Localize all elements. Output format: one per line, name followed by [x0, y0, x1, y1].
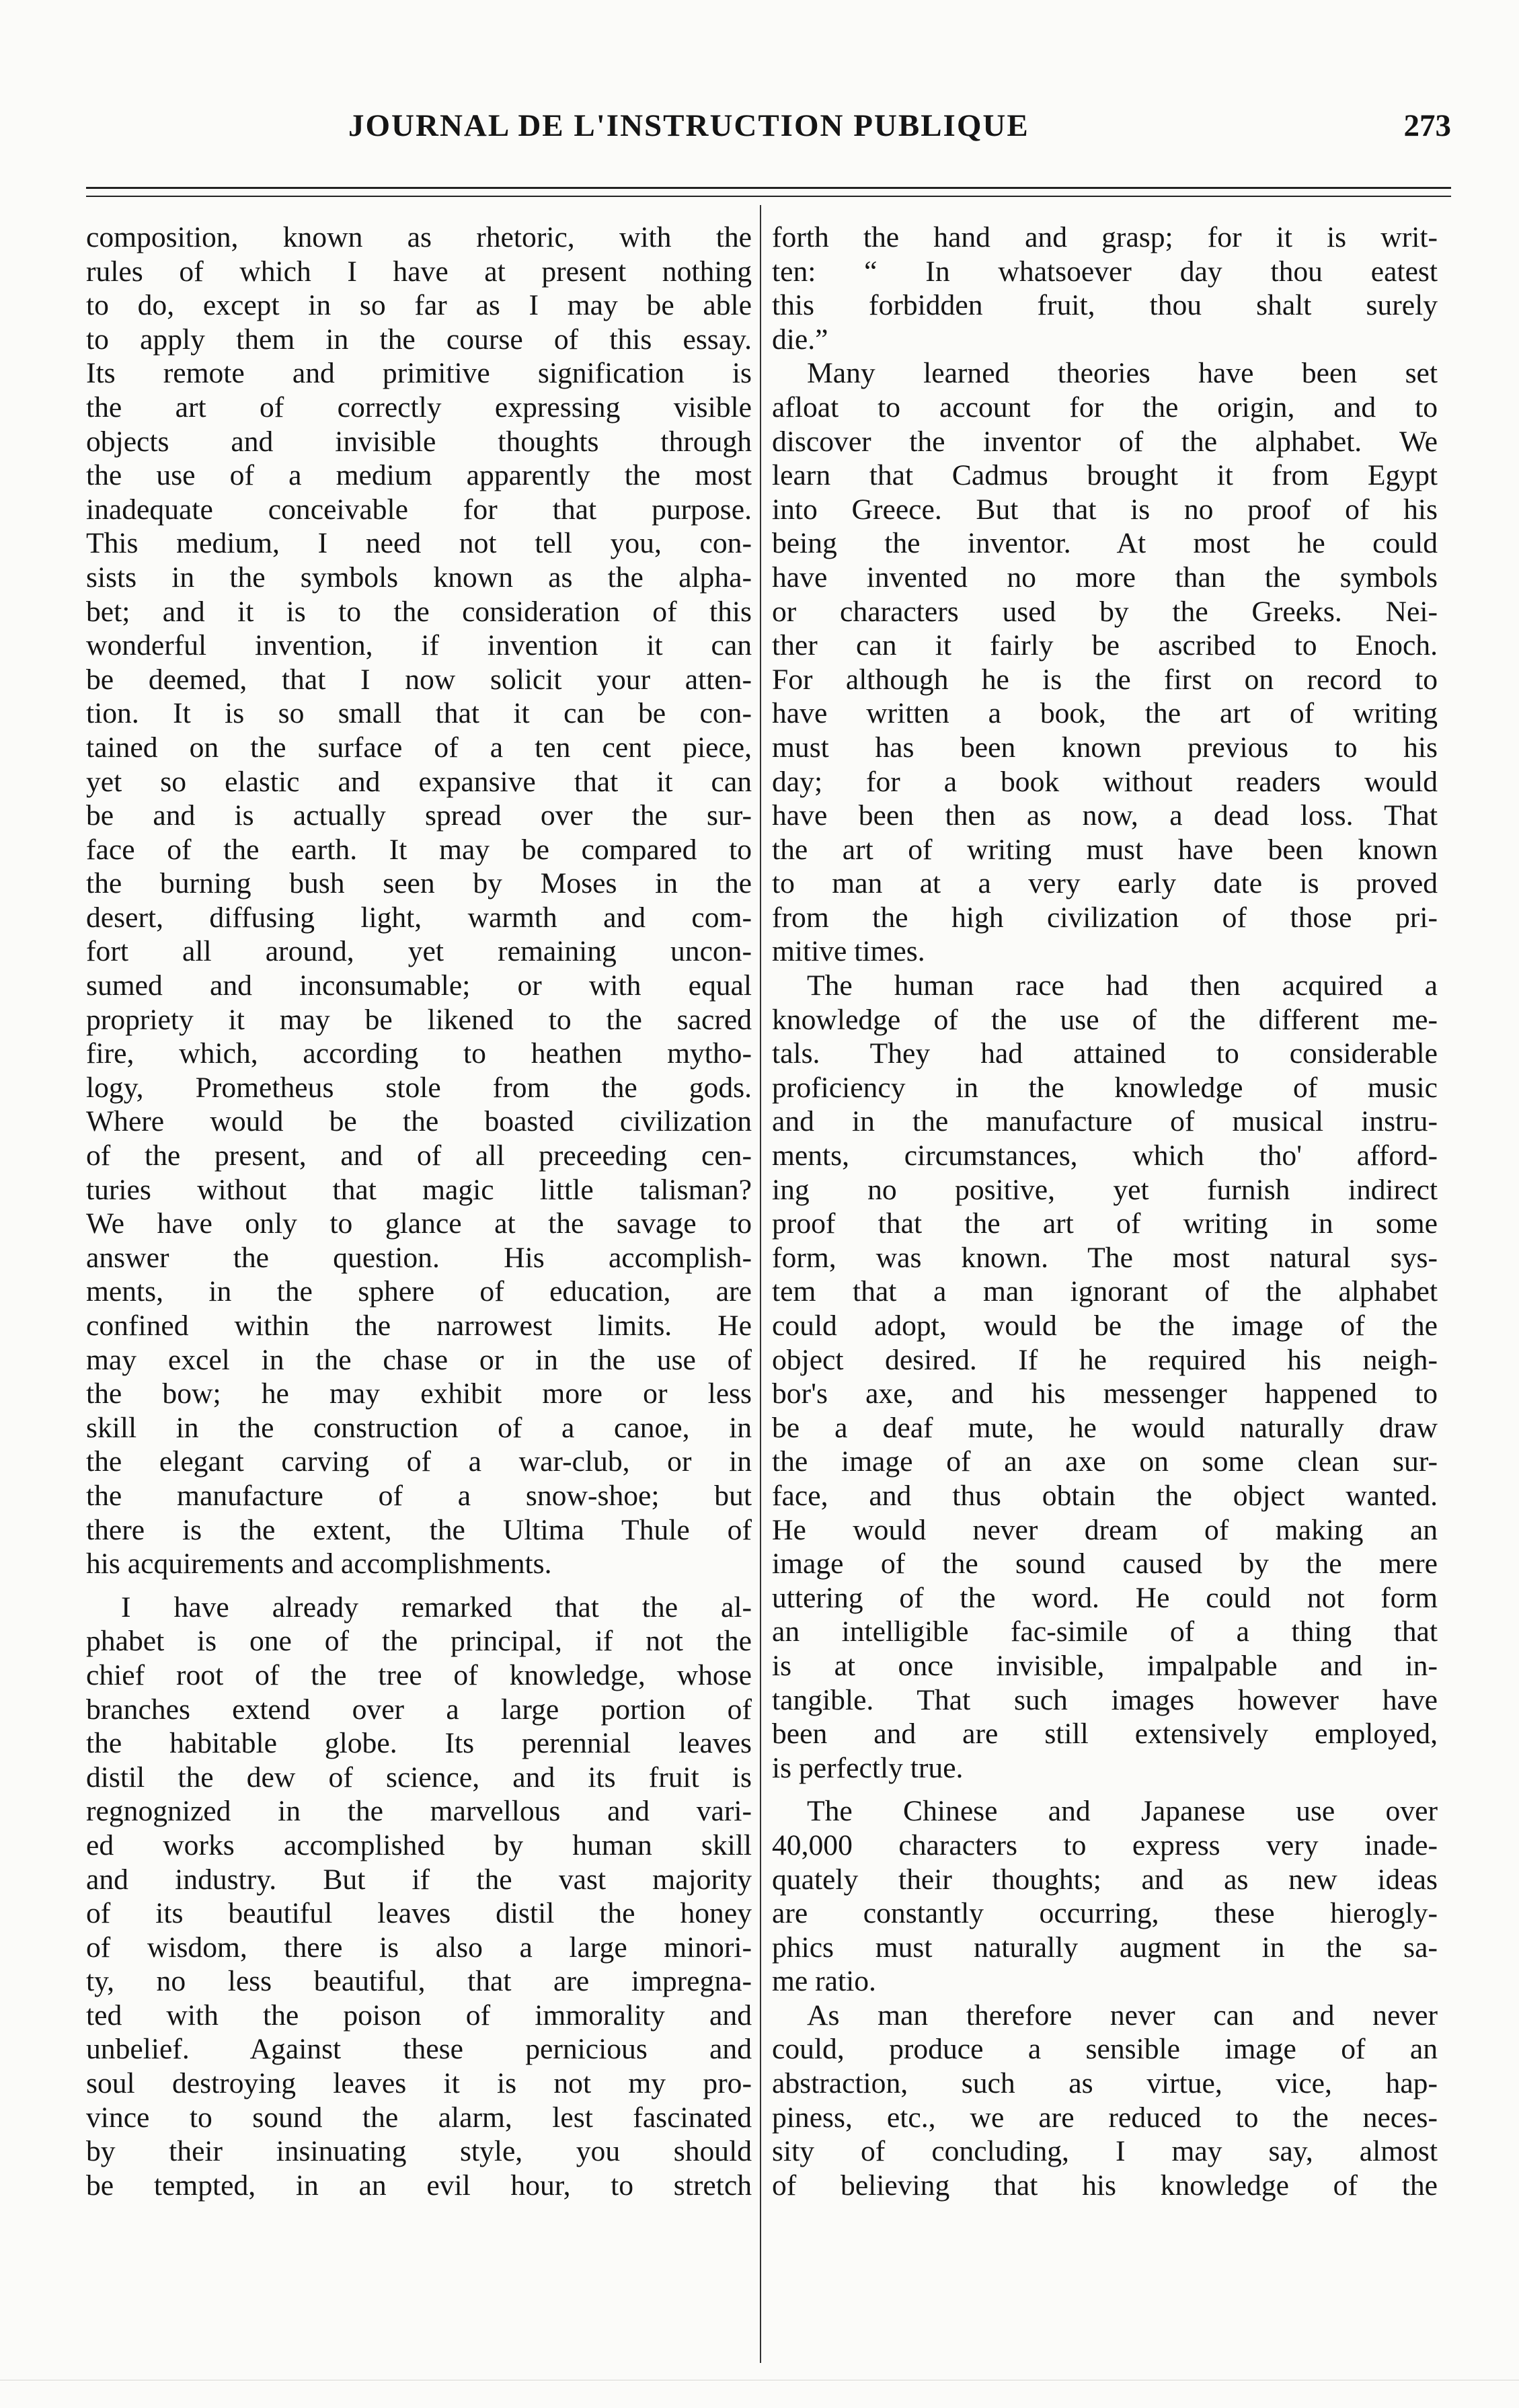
- text-line: confined within the narrowest limits. He: [86, 1310, 752, 1342]
- text-line: uttering of the word. He could not form: [772, 1581, 1438, 1614]
- text-line: and industry. But if the vast majority: [86, 1863, 752, 1896]
- text-line: inadequate conceivable for that purpose.: [86, 493, 752, 526]
- text-line: the habitable globe. Its perennial leaves: [86, 1727, 752, 1760]
- text-line: distil the dew of science, and its fruit is: [86, 1761, 752, 1794]
- text-line: sity of concluding, I may say, almost: [772, 2135, 1438, 2168]
- text-line: ed works accomplished by human skill: [86, 1829, 752, 1861]
- text-line: proficiency in the knowledge of music: [772, 1071, 1438, 1104]
- right-column: [772, 220, 1438, 2202]
- text-line: Its remote and primitive signification is: [86, 357, 752, 390]
- text-line: logy, Prometheus stole from the gods.: [86, 1071, 752, 1104]
- text-line: be deemed, that I now solicit your atten-: [86, 663, 752, 696]
- text-line: tals. They had attained to considerable: [772, 1037, 1438, 1070]
- text-line: an intelligible fac-simile of a thing that: [772, 1615, 1438, 1648]
- text-line: are constantly occurring, these hierogly-: [772, 1897, 1438, 1930]
- text-line: into Greece. But that is no proof of his: [772, 493, 1438, 526]
- header-rule-bottom: [86, 196, 1451, 197]
- text-line: must has been known previous to his: [772, 731, 1438, 764]
- paragraph-end-line: die.”: [772, 323, 828, 356]
- text-line: sumed and inconsumable; or with equal: [86, 969, 752, 1002]
- text-line: objects and invisible thoughts through: [86, 425, 752, 458]
- text-line: of its beautiful leaves distil the honey: [86, 1897, 752, 1930]
- text-line: skill in the construction of a canoe, in: [86, 1411, 752, 1444]
- text-line: rules of which I have at present nothing: [86, 255, 752, 288]
- paragraph-start-line: As man therefore never can and never: [807, 1999, 1438, 2032]
- text-line: be a deaf mute, he would naturally draw: [772, 1411, 1438, 1444]
- text-line: to apply them in the course of this essay.: [86, 323, 752, 356]
- text-line: have written a book, the art of writing: [772, 697, 1438, 730]
- text-line: of the present, and of all preceeding cen-: [86, 1139, 752, 1172]
- text-line: sists in the symbols known as the alpha-: [86, 561, 752, 594]
- text-line: could, produce a sensible image of an: [772, 2033, 1438, 2066]
- text-line: the burning bush seen by Moses in the: [86, 867, 752, 900]
- text-line: the manufacture of a snow-shoe; but: [86, 1479, 752, 1512]
- text-line: could adopt, would be the image of the: [772, 1310, 1438, 1342]
- text-line: ing no positive, yet furnish indirect: [772, 1173, 1438, 1206]
- text-line: answer the question. His accomplish-: [86, 1241, 752, 1274]
- left-column: [86, 220, 752, 2202]
- page-header: [79, 108, 1451, 161]
- text-line: been and are still extensively employed,: [772, 1718, 1438, 1751]
- text-line: soul destroying leaves it is not my pro-: [86, 2067, 752, 2100]
- running-title: JOURNAL DE L'INSTRUCTION PUBLIQUE: [348, 108, 1029, 143]
- paragraph-end-line: mitive times.: [772, 935, 925, 968]
- text-line: have invented no more than the symbols: [772, 561, 1438, 594]
- text-line: tained on the surface of a ten cent piece,: [86, 731, 752, 764]
- text-line: vince to sound the alarm, lest fascinated: [86, 2101, 752, 2134]
- text-line: fire, which, according to heathen mytho-: [86, 1037, 752, 1070]
- text-line: image of the sound caused by the mere: [772, 1548, 1438, 1580]
- text-line: branches extend over a large portion of: [86, 1693, 752, 1726]
- text-line: wonderful invention, if invention it can: [86, 629, 752, 662]
- text-line: form, was known. The most natural sys-: [772, 1241, 1438, 1274]
- paragraph-end-line: is perfectly true.: [772, 1751, 964, 1784]
- text-line: For although he is the first on record to: [772, 663, 1438, 696]
- text-line: to do, except in so far as I may be able: [86, 289, 752, 322]
- text-line: ten: “ In whatsoever day thou eatest: [772, 255, 1438, 288]
- text-line: may excel in the chase or in the use of: [86, 1343, 752, 1376]
- text-line: composition, known as rhetoric, with the: [86, 221, 752, 253]
- text-line: the art of writing must have been known: [772, 833, 1438, 866]
- paragraph-start-line: Many learned theories have been set: [807, 357, 1438, 390]
- text-line: ty, no less beautiful, that are impregna-: [86, 1965, 752, 1998]
- text-line: fort all around, yet remaining uncon-: [86, 935, 752, 968]
- text-line: being the inventor. At most he could: [772, 527, 1438, 560]
- text-line: Where would be the boasted civilization: [86, 1105, 752, 1138]
- text-line: desert, diffusing light, warmth and com-: [86, 901, 752, 934]
- text-line: This medium, I need not tell you, con-: [86, 527, 752, 560]
- text-line: the bow; he may exhibit more or less: [86, 1377, 752, 1410]
- text-line: piness, etc., we are reduced to the neces-: [772, 2101, 1438, 2134]
- text-line: tion. It is so small that it can be con-: [86, 697, 752, 730]
- text-line: regnognized in the marvellous and vari-: [86, 1795, 752, 1828]
- text-line: or characters used by the Greeks. Nei-: [772, 595, 1438, 628]
- text-line: ments, circumstances, which tho' afford-: [772, 1139, 1438, 1172]
- text-line: and in the manufacture of musical instru-: [772, 1105, 1438, 1138]
- text-line: ther can it fairly be ascribed to Enoch.: [772, 629, 1438, 662]
- text-line: abstraction, such as virtue, vice, hap-: [772, 2067, 1438, 2100]
- header-rule-top: [86, 187, 1451, 189]
- text-line: day; for a book without readers would: [772, 765, 1438, 798]
- text-line: phabet is one of the principal, if not the: [86, 1625, 752, 1658]
- text-line: unbelief. Against these pernicious and: [86, 2033, 752, 2066]
- text-line: be tempted, in an evil hour, to stretch: [86, 2169, 752, 2202]
- text-line: this forbidden fruit, thou shalt surely: [772, 289, 1438, 322]
- text-line: tem that a man ignorant of the alphabet: [772, 1275, 1438, 1308]
- text-line: propriety it may be likened to the sacred: [86, 1003, 752, 1036]
- paragraph-end-line: his acquirements and accomplishments.: [86, 1548, 552, 1580]
- text-line: chief root of the tree of knowledge, whose: [86, 1658, 752, 1691]
- page-number: 273: [1403, 108, 1451, 143]
- text-line: to man at a very early date is proved: [772, 867, 1438, 900]
- text-line: yet so elastic and expansive that it can: [86, 765, 752, 798]
- text-line: He would never dream of making an: [772, 1513, 1438, 1546]
- text-line: have been then as now, a dead loss. That: [772, 799, 1438, 832]
- column-divider: [760, 205, 761, 2363]
- text-line: 40,000 characters to express very inade-: [772, 1829, 1438, 1861]
- paragraph-start-line: The human race had then acquired a: [807, 969, 1438, 1002]
- text-line: there is the extent, the Ultima Thule of: [86, 1513, 752, 1546]
- text-line: face, and thus obtain the object wanted.: [772, 1479, 1438, 1512]
- paragraph-end-line: me ratio.: [772, 1965, 876, 1998]
- paragraph-start-line: The Chinese and Japanese use over: [807, 1795, 1438, 1828]
- text-line: face of the earth. It may be compared to: [86, 833, 752, 866]
- text-line: phics must naturally augment in the sa-: [772, 1931, 1438, 1964]
- text-line: quately their thoughts; and as new ideas: [772, 1863, 1438, 1896]
- text-line: forth the hand and grasp; for it is writ-: [772, 221, 1438, 253]
- text-line: the art of correctly expressing visible: [86, 391, 752, 424]
- text-line: learn that Cadmus brought it from Egypt: [772, 459, 1438, 492]
- text-line: We have only to glance at the savage to: [86, 1207, 752, 1240]
- text-line: afloat to account for the origin, and to: [772, 391, 1438, 424]
- text-line: bet; and it is to the consideration of this: [86, 595, 752, 628]
- text-line: the image of an axe on some clean sur-: [772, 1445, 1438, 1478]
- text-line: ted with the poison of immorality and: [86, 1999, 752, 2032]
- text-line: proof that the art of writing in some: [772, 1207, 1438, 1240]
- text-line: ments, in the sphere of education, are: [86, 1275, 752, 1308]
- text-line: by their insinuating style, you should: [86, 2135, 752, 2168]
- text-line: the elegant carving of a war-club, or in: [86, 1445, 752, 1478]
- text-line: turies without that magic little talisman?: [86, 1173, 752, 1206]
- text-line: is at once invisible, impalpable and in-: [772, 1649, 1438, 1682]
- text-line: from the high civilization of those pri-: [772, 901, 1438, 934]
- text-line: the use of a medium apparently the most: [86, 459, 752, 492]
- text-line: of believing that his knowledge of the: [772, 2169, 1438, 2202]
- text-line: knowledge of the use of the different me-: [772, 1003, 1438, 1036]
- paragraph-start-line: I have already remarked that the al-: [121, 1591, 752, 1623]
- text-line: object desired. If he required his neigh-: [772, 1343, 1438, 1376]
- text-line: discover the inventor of the alphabet. We: [772, 425, 1438, 458]
- text-line: bor's axe, and his messenger happened to: [772, 1377, 1438, 1410]
- text-line: tangible. That such images however have: [772, 1683, 1438, 1716]
- text-line: of wisdom, there is also a large minori-: [86, 1931, 752, 1964]
- text-line: be and is actually spread over the sur-: [86, 799, 752, 832]
